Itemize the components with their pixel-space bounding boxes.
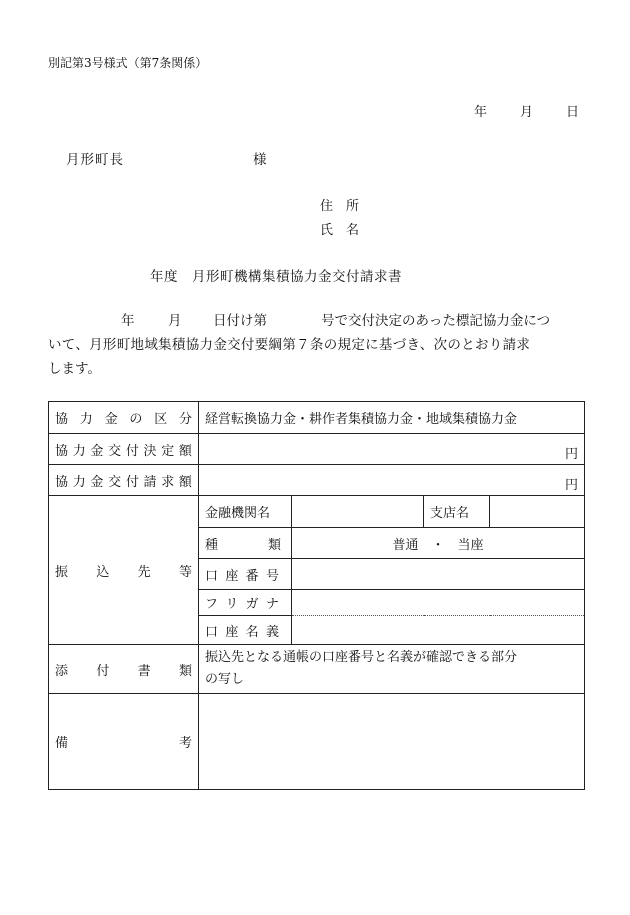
label-char: 決 (143, 443, 157, 459)
label-char: 額 (178, 474, 192, 490)
label-char: 金 (104, 412, 118, 427)
transfer-label (49, 496, 199, 645)
attachment-value (199, 645, 585, 694)
remarks-field[interactable] (199, 694, 585, 790)
document-title: 年度 月形町機構集積協力金交付請求書 (150, 269, 402, 285)
decided-yen-unit: 円 (565, 447, 579, 462)
label-char: 請 (143, 474, 157, 490)
label-char: 番 (245, 568, 259, 584)
label-char: 名 (245, 624, 259, 640)
label-char: 種 (205, 537, 219, 553)
label-char: 座 (225, 624, 239, 640)
label-char: 協 (55, 412, 69, 427)
label-char: の (129, 412, 143, 427)
bank-name-label: 金融機関名 (199, 496, 292, 528)
label-char: 号 (265, 568, 279, 584)
attachment-label (49, 645, 199, 694)
request-form-table (48, 401, 585, 790)
label-char: リ (225, 597, 239, 612)
form-number: 別記第3号様式（第7条関係） (48, 56, 208, 70)
category-label (49, 402, 199, 434)
body-day-suffix: 日付け第 (213, 313, 267, 329)
decided-amount-label (49, 434, 199, 465)
date-year-label: 年 (474, 105, 488, 120)
label-char: 交 (108, 443, 122, 459)
decided-amount-field[interactable] (199, 434, 585, 465)
addressee-mayor: 月形町長 (66, 152, 124, 168)
label-char: 力 (72, 474, 86, 490)
row-remarks (49, 694, 585, 790)
body-month: 月 (168, 313, 182, 329)
label-char: フ (205, 597, 219, 612)
row-bank (49, 496, 585, 528)
label-char: 先 (137, 564, 151, 580)
label-char: 書 (137, 663, 151, 679)
addressee-honorific: 様 (253, 152, 267, 168)
label-char: 金 (90, 443, 104, 459)
label-char: 定 (161, 443, 175, 459)
label-char: 付 (125, 474, 139, 490)
furigana-label (199, 590, 292, 616)
label-char: 考 (178, 736, 192, 751)
row-requested-amount (49, 465, 585, 496)
label-char: 区 (154, 412, 168, 427)
requested-amount-label (49, 465, 199, 496)
branch-name-field[interactable] (490, 496, 585, 528)
label-char: 等 (178, 564, 192, 580)
row-attachment (49, 645, 585, 694)
label-char: 口 (205, 624, 219, 640)
label-char: 義 (265, 624, 279, 640)
label-char: 交 (108, 474, 122, 490)
requested-amount-field[interactable] (199, 465, 585, 496)
applicant-address-label: 住 所 (320, 199, 360, 214)
row-decided-amount (49, 434, 585, 465)
branch-name-label: 支店名 (424, 496, 490, 528)
date-day-label: 日 (566, 105, 580, 120)
requested-yen-unit: 円 (565, 478, 579, 493)
label-char: 分 (178, 412, 192, 427)
account-name-label (199, 616, 292, 645)
label-char: 振 (55, 564, 69, 580)
furigana-field[interactable] (292, 590, 585, 616)
body-line-2: いて、月形町地域集積協力金交付要綱第７条の規定に基づき、次のとおり請求 (48, 337, 531, 353)
account-number-field[interactable] (292, 559, 585, 590)
account-type-label (199, 528, 292, 559)
attachment-line-2: の写し (205, 672, 245, 687)
body-year: 年 (121, 313, 135, 329)
label-char: 類 (267, 537, 281, 553)
category-value[interactable]: 経営転換協力金・耕作者集積協力金・地域集積協力金 (199, 402, 585, 434)
label-char: 口 (205, 568, 219, 584)
body-line-3: します。 (48, 361, 101, 377)
label-char: ナ (265, 597, 279, 612)
date-month-label: 月 (520, 105, 534, 120)
label-char: 求 (161, 474, 175, 490)
label-char: 金 (90, 474, 104, 490)
account-number-label (199, 559, 292, 590)
label-char: 協 (55, 474, 69, 490)
account-type-value[interactable]: 普通 ・ 当座 (292, 528, 585, 559)
applicant-name-label: 氏 名 (320, 223, 360, 238)
label-char: 備 (55, 736, 69, 751)
label-char: 座 (225, 568, 239, 584)
label-char: 力 (79, 412, 93, 427)
bank-name-field[interactable] (292, 496, 424, 528)
remarks-label (49, 694, 199, 790)
label-char: 付 (96, 663, 110, 679)
row-category (49, 402, 585, 434)
body-line1-rest: 号で交付決定のあった標記協力金につ (321, 313, 551, 329)
label-char: 類 (178, 663, 192, 679)
label-char: 力 (72, 443, 86, 459)
label-char: 添 (55, 663, 69, 679)
label-char: 付 (125, 443, 139, 459)
label-char: 額 (178, 443, 192, 459)
account-name-field[interactable] (292, 616, 585, 645)
label-char: ガ (245, 597, 259, 612)
label-char: 込 (96, 564, 110, 580)
label-char: 協 (55, 443, 69, 459)
attachment-line-1: 振込先となる通帳の口座番号と名義が確認できる部分 (205, 650, 518, 665)
